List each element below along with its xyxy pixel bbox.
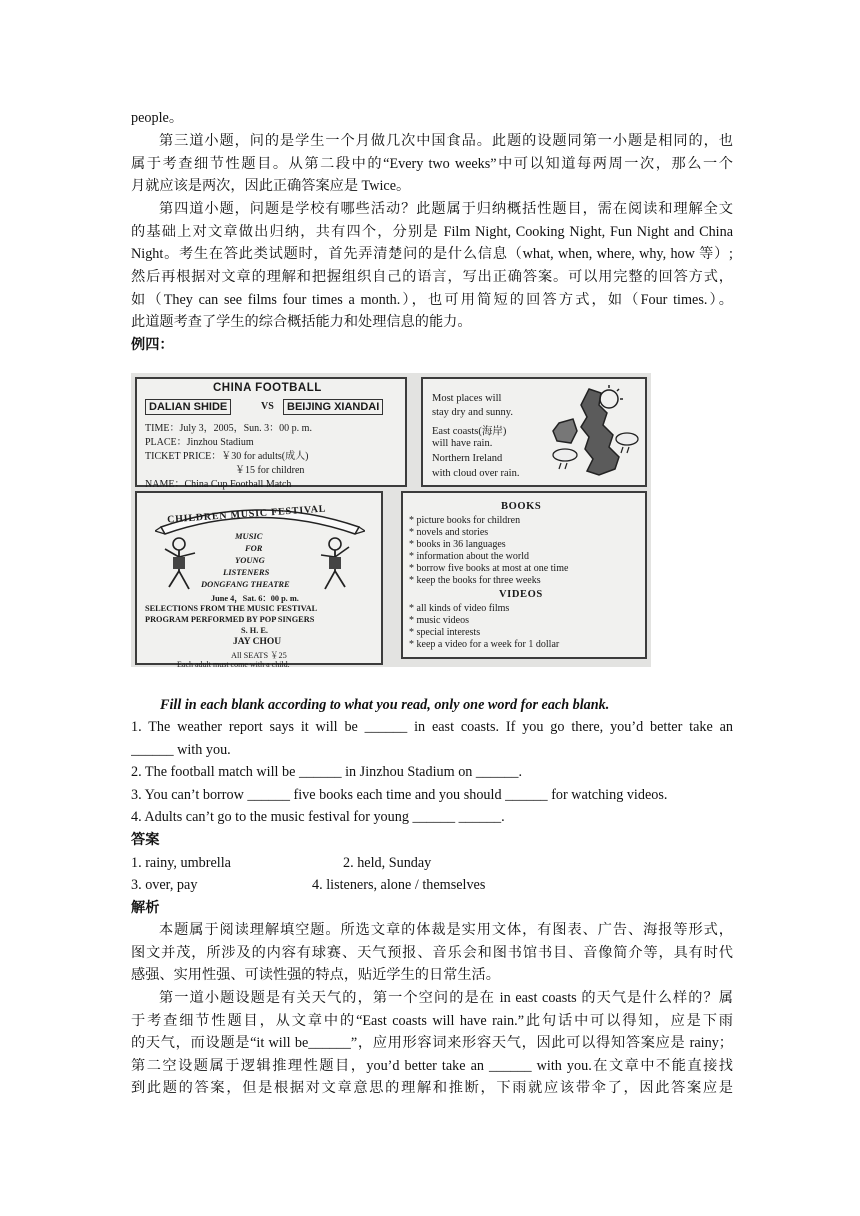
festival-date: June 4，Sat. 6：00 p. m. — [211, 594, 299, 603]
answer-item: 3. over, pay — [131, 877, 198, 893]
text-line: 然后再根据对文章的理解和把握组织自己的语言，写出正确答案。可以用完整的回答方式， — [131, 269, 733, 285]
question-line: 2. The football match will be ______ in Jinzhou Stadium on ______. — [131, 764, 523, 780]
match-time: TIME：July 3，2005，Sun. 3：00 p. m. — [145, 423, 312, 434]
analysis-heading: 解析 — [131, 900, 160, 916]
answer-item: 2. held, Sunday — [343, 855, 432, 871]
music-festival-poster — [135, 491, 383, 665]
text-line: 第一道小题设题是有关天气的，第一个空问的是在 in east coasts 的天气是什么样的？属 — [159, 990, 733, 1006]
child-figure-icon — [313, 535, 355, 595]
music-line: LISTENERS — [223, 567, 270, 577]
weather-line: with cloud over rain. — [432, 468, 520, 479]
weather-line: East coasts(海岸) — [432, 426, 507, 437]
football-title: CHINA FOOTBALL — [213, 382, 322, 394]
match-place: PLACE：Jinzhou Stadium — [145, 437, 254, 448]
question-line: ______ with you. — [131, 742, 231, 758]
theatre-name: DONGFANG THEATRE — [201, 579, 290, 589]
exercise-instruction: Fill in each blank according to what you read, only one word for each blank. — [160, 697, 610, 713]
text-line: 第四道小题，问题是学校有哪些活动？此题属于归纳概括性题目，需在阅读和理解全文 — [159, 201, 733, 217]
question-line: 4. Adults can’t go to the music festival for young ______ ______. — [131, 809, 505, 825]
text-line: 如（They can see films four times a month.），也可用简短的回答方式，如（Four times.）。 — [131, 292, 733, 308]
text-line: 月就应该是两次，因此正确答案应是 Twice。 — [131, 178, 411, 194]
list-item: * picture books for children — [409, 515, 521, 526]
weather-line: Most places will — [432, 393, 502, 404]
weather-line: stay dry and sunny. — [432, 407, 513, 418]
weather-line: Northern Ireland — [432, 453, 503, 464]
singer-name: S. H. E. — [241, 626, 268, 635]
example-heading: 例四： — [131, 337, 174, 353]
question-line: 3. You can’t borrow ______ five books each time and you should ______ for watching videos. — [131, 787, 668, 803]
text-line: 的天气，而设题是“it will be______”，应用形容词来形容天气，因此可以得知答案应是 rainy； — [131, 1035, 733, 1051]
music-line: FOR — [245, 543, 263, 553]
versus-label: VS — [261, 401, 274, 412]
text-line: 感强、实用性强、可读性强的特点，贴近学生的日常生活。 — [131, 967, 500, 983]
text-line: 此道题考查了学生的综合概括能力和处理信息的能力。 — [131, 314, 472, 330]
text-line: 于考查细节性题目，从文章中的“East coasts will have rain.”此句话中可以得知，应是下雨 — [131, 1013, 733, 1029]
team-two: BEIJING XIANDAI — [283, 399, 383, 415]
uk-weather-map-icon — [543, 383, 643, 483]
list-item: * books in 36 languages — [409, 539, 506, 550]
answer-item: 1. rainy, umbrella — [131, 855, 231, 871]
child-figure-icon — [161, 535, 203, 595]
list-item: * special interests — [409, 627, 481, 638]
list-item: * keep a video for a week for 1 dollar — [409, 639, 560, 650]
seat-price: All SEATS ￥25 — [231, 651, 287, 660]
text-line: people。 — [131, 110, 184, 126]
list-item: * music videos — [409, 615, 469, 626]
text-line: 到此题的答案，但是根据对文章意思的理解和推断，下雨就应该带伞了，因此答案应是 — [131, 1080, 733, 1096]
list-item: * novels and stories — [409, 527, 489, 538]
weather-line: will have rain. — [432, 438, 493, 449]
text-line: 本题属于阅读理解填空题。所选文章的体裁是实用文体，有图表、广告、海报等形式， — [159, 922, 733, 938]
ticket-price-adults: TICKET PRICE：￥30 for adults(成人) — [145, 451, 309, 462]
list-item: * borrow five books at most at one time — [409, 563, 569, 574]
festival-line: PROGRAM PERFORMED BY POP SINGERS — [145, 615, 315, 624]
videos-heading: VIDEOS — [499, 589, 543, 600]
text-line: 第三道小题，问的是学生一个月做几次中国食品。此题的设题同第一小题是相同的，也 — [159, 133, 733, 149]
list-item: * all kinds of video films — [409, 603, 510, 614]
text-line: Night。考生在答此类试题时，首先弄清楚问的是什么信息（what, when, where, why, how 等）; — [131, 246, 733, 262]
answer-heading: 答案 — [131, 832, 160, 848]
scanned-figure — [131, 373, 651, 667]
music-line: MUSIC — [235, 531, 263, 541]
team-one: DALIAN SHIDE — [145, 399, 231, 415]
text-line: 第二空设题属于逻辑推理性题目，you’d better take an ______ with you.在文章中不能直接找 — [131, 1058, 733, 1074]
festival-banner: CHILDREN MUSIC FESTIVAL — [166, 503, 327, 526]
text-line: 图文并茂，所涉及的内容有球赛、天气预报、音乐会和图书馆书目、音像简介等，具有时代 — [131, 945, 733, 961]
question-line: 1. The weather report says it will be ______ in east coasts. If you go there, you’d better take an — [131, 719, 733, 735]
festival-note: Each adult must come with a child. — [177, 660, 290, 667]
music-line: YOUNG — [235, 555, 265, 565]
library-list — [401, 491, 647, 659]
books-heading: BOOKS — [501, 501, 542, 512]
football-poster — [135, 377, 407, 490]
text-line: 的基础上对文章做出归纳，共有四个，分别是 Film Night, Cooking Night, Fun Night and China — [131, 224, 733, 240]
festival-line: SELECTIONS FROM THE MUSIC FESTIVAL — [145, 604, 318, 613]
list-item: * information about the world — [409, 551, 529, 562]
list-item: * keep the books for three weeks — [409, 575, 541, 586]
text-line: 属于考查细节性题目。从第二段中的“Every two weeks”中可以知道每两周一次，那么一个 — [131, 156, 733, 172]
ticket-price-children: ￥15 for children — [235, 465, 305, 476]
match-name: NAME：China Cup Football Match — [145, 479, 292, 490]
weather-report — [421, 377, 647, 487]
answer-item: 4. listeners, alone / themselves — [312, 877, 486, 893]
singer-name: JAY CHOU — [233, 637, 282, 647]
